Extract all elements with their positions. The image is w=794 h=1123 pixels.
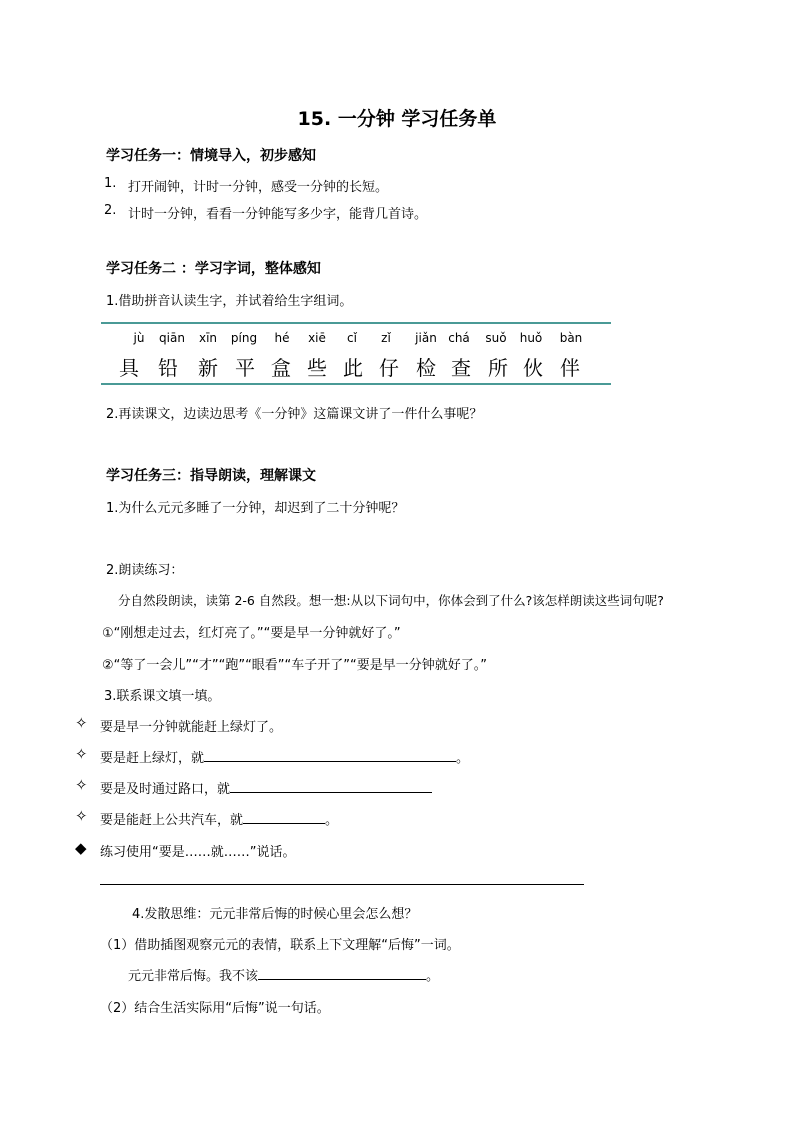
pinyin: xiē <box>308 331 326 345</box>
hanzi: 此 <box>343 356 363 380</box>
fill-sentence-1: 要是早一分钟就能赶上绿灯了。 <box>100 720 283 735</box>
hanzi: 平 <box>235 356 255 380</box>
pinyin: cǐ <box>347 331 357 345</box>
hanzi: 检 <box>416 356 436 380</box>
pinyin: chá <box>448 331 470 345</box>
task1-heading: 学习任务一：情境导入，初步感知 <box>106 148 316 164</box>
task1-item-num: 1. <box>104 176 117 191</box>
hanzi: 所 <box>488 356 508 380</box>
hollow-diamond-icon: ✧ <box>75 714 88 732</box>
fill-sentence-4-suffix: 。 <box>325 813 339 828</box>
hanzi: 伴 <box>560 356 580 380</box>
pinyin: hé <box>274 331 290 345</box>
task2-heading: 学习任务二 ：学习字词，整体感知 <box>106 261 321 277</box>
hanzi: 具 <box>119 356 139 380</box>
fill-sentence-3 <box>100 778 432 797</box>
task2-question-2: 2.再读课文，边读边思考《一分钟》这篇课文讲了一件什么事呢？ <box>106 407 483 422</box>
task1-item-num: 2. <box>104 203 117 218</box>
hanzi: 盒 <box>271 356 291 380</box>
fill-sentence-4 <box>100 809 338 828</box>
regret-fill-prefix: 元元非常后悔。我不该 <box>128 969 259 984</box>
task1-item-text: 计时一分钟，看看一分钟能写多少字，能背几首诗。 <box>128 207 428 222</box>
task1-item-text: 打开闹钟，计时一分钟，感受一分钟的长短。 <box>128 180 389 195</box>
regret-fill-blank[interactable] <box>258 965 426 980</box>
fill-sentence-3-prefix: 要是及时通过路口，就 <box>100 782 231 797</box>
pinyin: xīn <box>198 331 218 345</box>
fill-sentence-2-suffix: 。 <box>456 751 470 766</box>
fill-blank-2[interactable] <box>204 747 456 762</box>
pinyin: jù <box>133 331 145 345</box>
solid-diamond-icon: ◆ <box>75 839 87 857</box>
page-title: 15. 一分钟 学习任务单 <box>297 108 497 130</box>
hollow-diamond-icon: ✧ <box>75 745 88 763</box>
pinyin: zǐ <box>381 331 391 345</box>
fill-sentence-2 <box>100 747 469 766</box>
fill-sentence-4-prefix: 要是能赶上公共汽车，就 <box>100 813 244 828</box>
pinyin-box-top-rule <box>101 322 611 324</box>
regret-fill-sentence <box>128 965 439 984</box>
task3-heading: 学习任务三：指导朗读，理解课文 <box>106 468 316 484</box>
regret-fill-suffix: 。 <box>426 969 440 984</box>
hanzi: 铅 <box>158 356 178 380</box>
pinyin-box-bottom-rule <box>101 383 611 385</box>
reading-item-2: ②“等了一会儿”“才”“跑”“眼看”“车子开了”“要是早一分钟就好了。” <box>102 658 487 673</box>
fill-blank-4[interactable] <box>243 809 325 824</box>
hanzi: 些 <box>307 356 327 380</box>
pinyin: bàn <box>559 331 583 345</box>
pinyin: jiǎn <box>415 331 437 345</box>
pinyin: píng <box>230 331 258 345</box>
pinyin: huǒ <box>519 331 543 345</box>
answer-line[interactable] <box>100 884 584 885</box>
hanzi: 伙 <box>523 356 543 380</box>
task3-question-2-text: 分自然段朗读，读第 2-6 自然段。想一想:从以下词句中，你体会到了什么?该怎样朗读这些词句呢? <box>118 593 664 608</box>
pinyin: qiān <box>159 331 185 345</box>
task2-question-1: 1.借助拼音认读生字，并试着给生字组词。 <box>106 294 353 309</box>
task3-question-4-title: 4.发散思维：元元非常后悔的时候心里会怎么想？ <box>132 907 418 922</box>
fill-sentence-2-prefix: 要是赶上绿灯，就 <box>100 751 205 766</box>
task3-question-1: 1.为什么元元多睡了一分钟，却迟到了二十分钟呢？ <box>106 501 405 516</box>
fill-blank-3[interactable] <box>230 778 432 793</box>
task3-question-4-sub2: （2）结合生活实际用“后悔”说一句话。 <box>100 1001 330 1016</box>
task3-question-4-sub1: （1）借助插图观察元元的表情，联系上下文理解“后悔”一词。 <box>100 938 460 953</box>
hanzi: 仔 <box>379 356 399 380</box>
hanzi: 查 <box>451 356 471 380</box>
reading-item-1: ①“刚想走过去，红灯亮了。”“要是早一分钟就好了。” <box>102 626 401 641</box>
hollow-diamond-icon: ✧ <box>75 807 88 825</box>
hollow-diamond-icon: ✧ <box>75 776 88 794</box>
task3-question-3-title: 3.联系课文填一填。 <box>104 689 221 704</box>
pinyin: suǒ <box>485 331 507 345</box>
task3-question-2-title: 2.朗读练习： <box>106 563 184 578</box>
practice-instruction: 练习使用“要是……就……”说话。 <box>100 845 296 860</box>
hanzi: 新 <box>198 356 218 380</box>
